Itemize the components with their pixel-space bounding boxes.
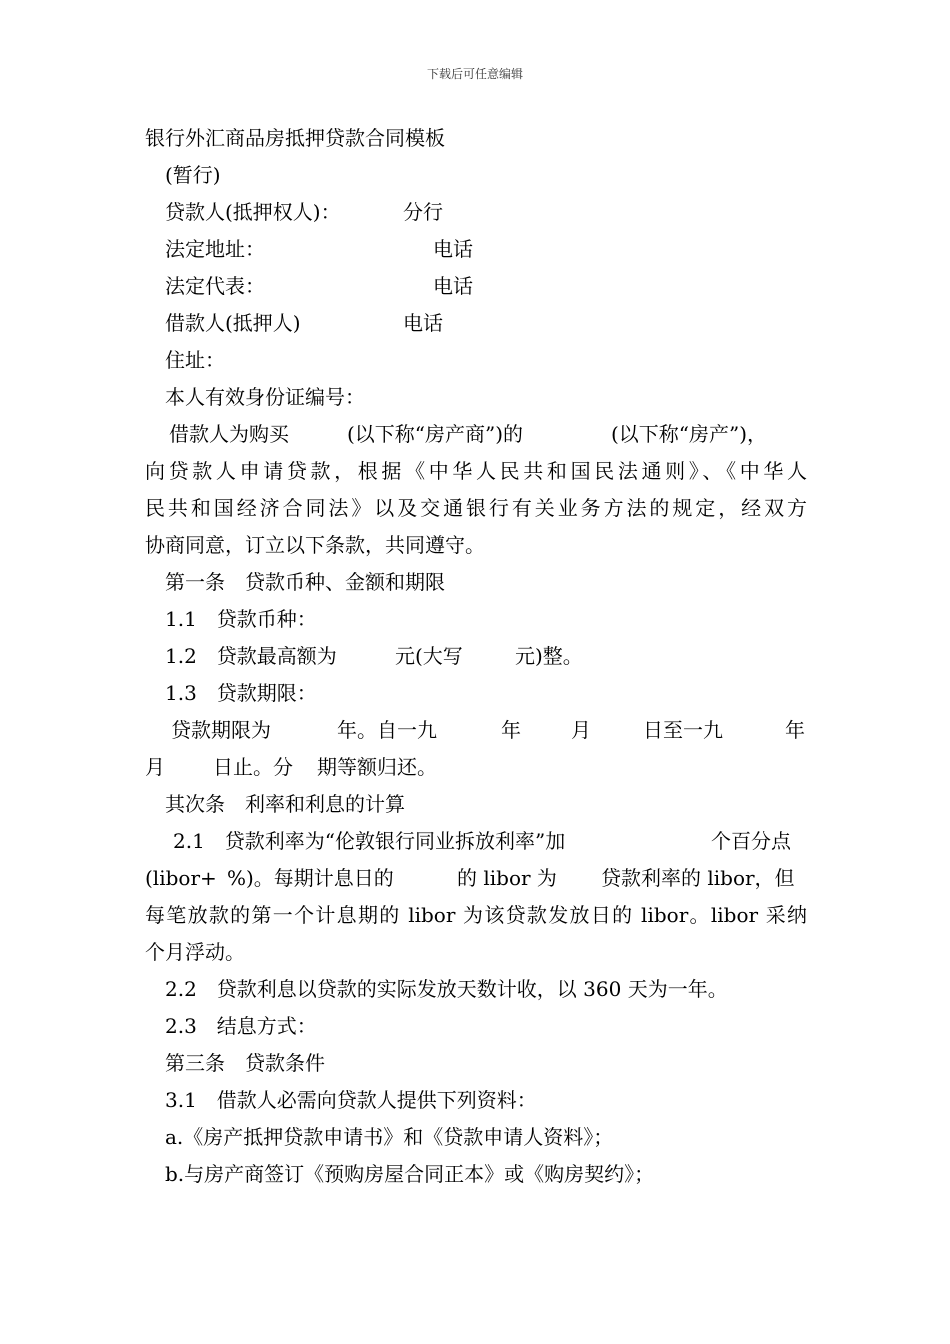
clause-3-1-item-a: a.《房产抵押贷款申请书》和《贷款申请人资料》； — [165, 1125, 614, 1149]
lender-line — [145, 194, 807, 231]
clause-2-3: 2.3 结息方式： — [165, 1014, 317, 1038]
borrower-line — [145, 305, 807, 342]
term-text: 日至一九 — [643, 718, 723, 742]
representative-line — [145, 268, 807, 305]
preamble-line-3: 民共和国经济合同法》以及交通银行有关业务方法的规定，经双方 — [145, 496, 807, 520]
document-body — [145, 120, 807, 1193]
clause-3-1-item-b: b.与房产商签订《预购房屋合同正本》或《购房契约》； — [165, 1162, 655, 1186]
article-3-heading: 第三条 贷款条件 — [165, 1051, 325, 1075]
page-header: 下载后可任意编辑 — [426, 67, 523, 81]
term-text: 年。自一九 — [337, 718, 437, 742]
clause-text: 2.1 贷款利率为“伦敦银行同业拆放利率”加 — [173, 829, 566, 853]
preamble-text: 借款人为购买 — [169, 422, 289, 446]
clause-3-1: 3.1 借款人必需向贷款人提供下列资料： — [165, 1088, 537, 1112]
borrower-label: 借款人(抵押人) — [165, 311, 301, 335]
article-1-heading: 第一条 贷款币种、金额和期限 — [165, 570, 445, 594]
term-line-2 — [145, 749, 807, 786]
article-2-heading: 其次条 利率和利息的计算 — [165, 792, 405, 816]
clause-2-2: 2.2 贷款利息以贷款的实际发放天数计收，以 360 天为一年。 — [165, 977, 728, 1001]
term-text: 月 — [571, 718, 591, 742]
preamble-line-4: 协商同意，订立以下条款，共同遵守。 — [145, 533, 485, 557]
borrower-phone-label: 电话 — [403, 311, 443, 335]
clause-text: 的 libor 为 — [457, 866, 557, 890]
clause-text: (libor+ — [145, 866, 217, 890]
term-text: 年 — [785, 718, 805, 742]
address-phone-label: 电话 — [433, 237, 473, 261]
document-subtitle: (暂行) — [165, 163, 221, 187]
preamble-line-1 — [145, 416, 807, 453]
clause-text: 1.2 贷款最高额为 — [165, 644, 337, 668]
address-label: 法定地址： — [165, 237, 265, 261]
clause-1-1: 1.1 贷款币种： — [165, 607, 317, 631]
preamble-line-2: 向贷款人申请贷款，根据《中华人民共和国民法通则》、《中华人 — [145, 459, 807, 483]
lender-value: 分行 — [403, 200, 443, 224]
term-text: 年 — [501, 718, 521, 742]
residence-line: 住址： — [165, 348, 225, 372]
address-line — [145, 231, 807, 268]
clause-1-2 — [145, 638, 807, 675]
clause-1-3: 1.3 贷款期限： — [165, 681, 317, 705]
clause-2-1-line-4: 个月浮动。 — [145, 940, 245, 964]
term-line-1 — [145, 712, 807, 749]
clause-2-1-line-2 — [145, 860, 807, 897]
clause-text: %)。每期计息日的 — [227, 866, 394, 890]
clause-text: 个百分点 — [711, 829, 791, 853]
clause-2-1-line-1 — [145, 823, 807, 860]
representative-phone-label: 电话 — [433, 274, 473, 298]
clause-text: 贷款利率的 libor，但 — [601, 866, 795, 890]
clause-text: 元)整。 — [515, 644, 583, 668]
term-text: 月 — [145, 755, 165, 779]
term-text: 日止。分 — [213, 755, 293, 779]
clause-2-1-line-3: 每笔放款的第一个计息期的 libor 为该贷款发放日的 libor。libor 采纳 — [145, 903, 807, 927]
lender-label: 贷款人(抵押权人)： — [165, 200, 341, 224]
term-text: 贷款期限为 — [171, 718, 271, 742]
document-title: 银行外汇商品房抵押贷款合同模板 — [145, 126, 445, 150]
id-number-line: 本人有效身份证编号： — [165, 385, 365, 409]
term-text: 期等额归还。 — [317, 755, 437, 779]
clause-text: 元(大写 — [395, 644, 463, 668]
preamble-text: (以下称“房产”)， — [611, 422, 768, 446]
representative-label: 法定代表： — [165, 274, 265, 298]
preamble-text: (以下称“房产商”)的 — [347, 422, 524, 446]
